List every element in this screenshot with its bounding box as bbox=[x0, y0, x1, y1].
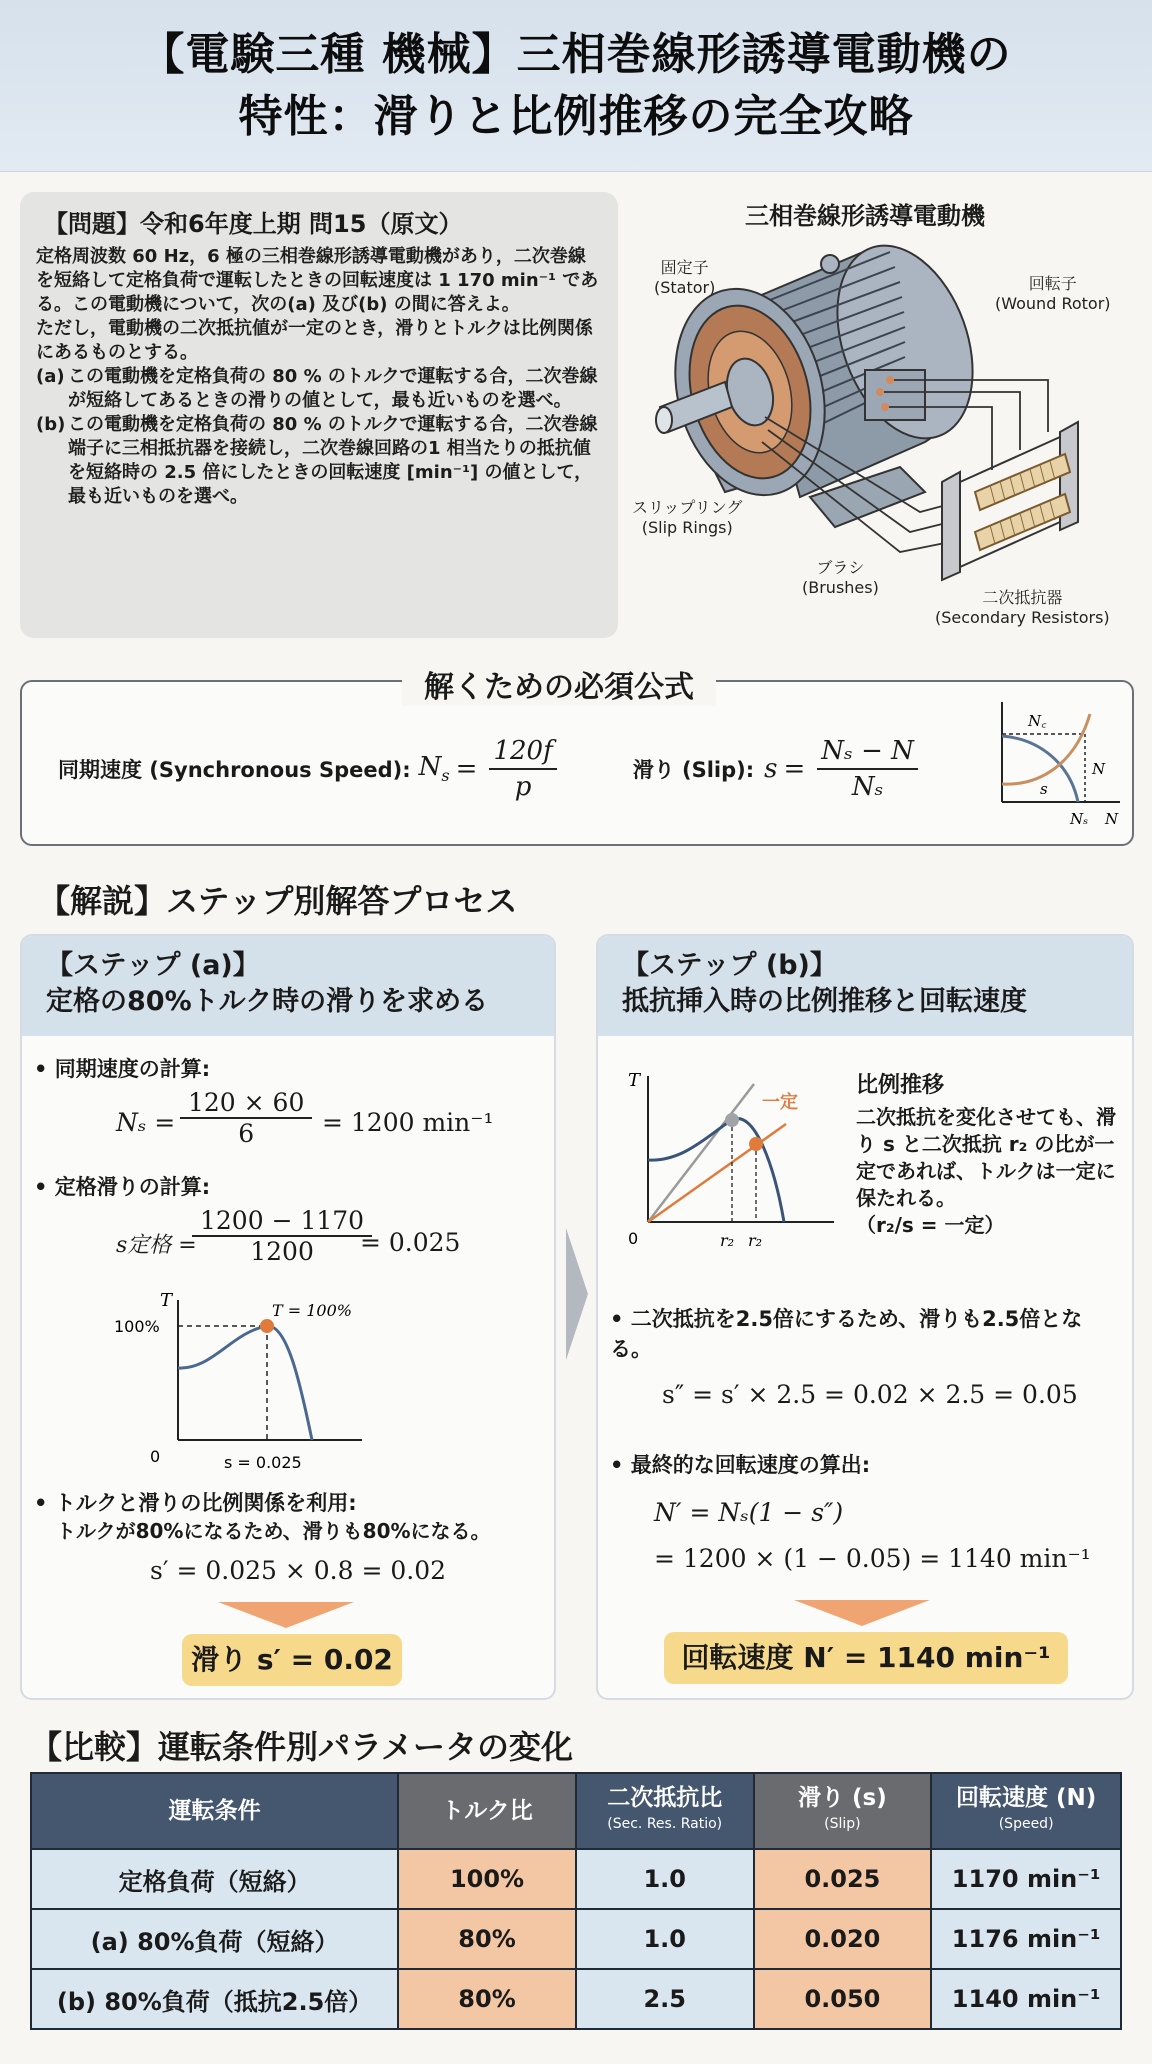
eq-sync-den: 6 bbox=[238, 1119, 255, 1148]
chevron-right-icon bbox=[566, 1228, 588, 1360]
sync-denominator: p bbox=[514, 772, 532, 802]
cell-speed: 1140 min⁻¹ bbox=[931, 1969, 1121, 2029]
svg-text:s: s bbox=[1040, 780, 1048, 798]
step-a-title: 定格の80%トルク時の滑りを求める bbox=[46, 986, 489, 1017]
proportional-shift-text bbox=[856, 1104, 1128, 1239]
step-a-bullet-rated-slip: • 定格滑りの計算: bbox=[34, 1175, 211, 1199]
problem-box bbox=[20, 192, 618, 638]
chart-b-x-label-2: r₂ bbox=[748, 1231, 763, 1250]
header-sublabel: (Speed) bbox=[998, 1816, 1054, 1832]
svg-text:N: N bbox=[1105, 810, 1119, 828]
cell-speed: 1170 min⁻¹ bbox=[931, 1849, 1121, 1909]
page-title bbox=[140, 24, 1011, 148]
resistors-label-jp: 二次抵抗器 bbox=[982, 588, 1063, 607]
stator-label-jp: 固定子 bbox=[660, 258, 709, 277]
arrow-down-icon bbox=[218, 1602, 354, 1628]
eq-sync-num: 120 × 60 bbox=[180, 1088, 312, 1119]
comparison-title: 【比較】運転条件別パラメータの変化 bbox=[30, 1728, 574, 1766]
step-b-title: 抵抗挿入時の比例推移と回転速度 bbox=[622, 986, 1027, 1017]
table-row bbox=[31, 1969, 1121, 2029]
step-b-bullet-resistance: • 二次抵抗を2.5倍にするため、滑りも2.5倍となる。 bbox=[610, 1307, 1083, 1361]
cell-condition: 定格負荷（短絡） bbox=[31, 1849, 398, 1909]
eq-slip-double-prime: s″ = s′ × 2.5 = 0.02 × 2.5 = 0.05 bbox=[662, 1380, 1078, 1409]
eq-rated-slip-lhs: s定格 = bbox=[116, 1233, 197, 1258]
chart-b-origin: 0 bbox=[628, 1229, 639, 1248]
eq-rated-slip-den: 1200 bbox=[250, 1237, 314, 1266]
svg-text:Nₛ: Nₛ bbox=[1070, 810, 1089, 828]
chart-a-point-label: T = 100% bbox=[272, 1301, 352, 1320]
slip-fraction bbox=[817, 736, 918, 802]
problem-note: ただし，電動機の二次抵抗値が一定のとき，滑りとトルクは比例関係にあるものとする。 bbox=[36, 318, 593, 363]
slip-denominator: Nₛ bbox=[851, 772, 884, 802]
problem-body: 定格周波数 60 Hz，6 極の三相巻線形誘導電動機があり，二次巻線を短絡して定格負荷で運転したときの回転速度は 1 170 min⁻¹ である。この電動機について，次の(a) 及び(b) の間に答えよ。 bbox=[36, 246, 599, 315]
step-b-bullet-final-speed: • 最終的な回転速度の算出: bbox=[610, 1453, 871, 1477]
item-text: この電動機を定格負荷の 80 % のトルクで運転する合，二次巻線が短絡してあるときの滑りの値として，最も近いものを選べ。 bbox=[68, 366, 598, 411]
header-sublabel: (Slip) bbox=[824, 1816, 861, 1832]
stator-label-en: (Stator) bbox=[654, 278, 716, 297]
eq-rated-slip-rhs: = 0.025 bbox=[360, 1228, 461, 1257]
chart-b-y-label: T bbox=[628, 1070, 641, 1091]
step-a-header bbox=[22, 936, 554, 1036]
cell-torque-ratio: 80% bbox=[398, 1969, 576, 2029]
page-header bbox=[0, 0, 1152, 172]
slip-numerator: Nₛ − N bbox=[817, 736, 918, 770]
proportional-shift-title: 比例推移 bbox=[856, 1073, 945, 1098]
speed-slip-mini-chart bbox=[980, 694, 1130, 834]
table-row bbox=[31, 1849, 1121, 1909]
sync-numerator: 120f bbox=[489, 736, 556, 770]
slip-rings-label-jp: スリップリング bbox=[632, 498, 743, 517]
stator-label bbox=[654, 258, 715, 298]
step-a-bullet-sync: • 同期速度の計算: bbox=[34, 1057, 211, 1081]
sync-lhs-sub: s bbox=[441, 766, 450, 786]
cell-resistance-ratio: 1.0 bbox=[576, 1909, 754, 1969]
sync-lhs-var: N bbox=[418, 752, 442, 783]
chart-b-x-label-1: r₂ bbox=[720, 1231, 735, 1250]
resistors-label-en: (Secondary Resistors) bbox=[935, 608, 1110, 627]
motor-figure bbox=[632, 192, 1150, 642]
cell-speed: 1176 min⁻¹ bbox=[931, 1909, 1121, 1969]
arrow-down-icon bbox=[794, 1600, 930, 1626]
cell-slip: 0.050 bbox=[754, 1969, 932, 2029]
eq-sync-lhs: Nₛ = bbox=[116, 1108, 176, 1137]
proportional-shift-chart bbox=[614, 1064, 854, 1254]
brushes-label-jp: ブラシ bbox=[816, 558, 865, 577]
proportional-shift-desc: 二次抵抗を変化させても、滑り s と二次抵抗 r₂ の比が一定であれば、トルクは一定に保たれる。 bbox=[856, 1105, 1116, 1210]
table-header-row bbox=[31, 1773, 1121, 1849]
eq-rated-slip-fraction bbox=[192, 1206, 372, 1266]
cell-slip: 0.025 bbox=[754, 1849, 932, 1909]
eq-new-slip: s′ = 0.025 × 0.8 = 0.02 bbox=[150, 1556, 447, 1585]
comparison-table bbox=[30, 1772, 1122, 2030]
header-label: トルク比 bbox=[441, 1798, 533, 1824]
mini-chart-nc-label: N꜀ bbox=[1028, 712, 1047, 730]
cell-torque-ratio: 80% bbox=[398, 1909, 576, 1969]
svg-text:N: N bbox=[1092, 760, 1106, 778]
motor-illustration bbox=[650, 192, 1150, 642]
eq-sync-fraction bbox=[180, 1088, 312, 1148]
chart-b-const-label: 一定 bbox=[762, 1092, 798, 1113]
header-label: 回転速度 (N) bbox=[955, 1785, 1097, 1811]
step-b-card bbox=[596, 934, 1134, 1700]
step-a-card bbox=[20, 934, 556, 1700]
step-a-result: 滑り s′ = 0.02 bbox=[182, 1634, 402, 1686]
formula-row bbox=[58, 736, 924, 802]
rotor-label-en: (Wound Rotor) bbox=[995, 294, 1111, 313]
table-row bbox=[31, 1909, 1121, 1969]
cell-resistance-ratio: 2.5 bbox=[576, 1969, 754, 2029]
header-torque-ratio bbox=[398, 1773, 576, 1849]
chart-a-origin: 0 bbox=[150, 1447, 161, 1466]
formula-box bbox=[20, 670, 1134, 846]
slip-label: 滑り (Slip): bbox=[632, 758, 755, 782]
chart-a-x-label: s = 0.025 bbox=[224, 1453, 302, 1472]
explanation-title: 【解説】ステップ別解答プロセス bbox=[38, 882, 518, 920]
step-b-label: 【ステップ (b)】 bbox=[622, 950, 837, 981]
sync-fraction bbox=[489, 736, 556, 802]
header-resistance-ratio bbox=[576, 1773, 754, 1849]
equals-sign: = bbox=[783, 754, 806, 784]
title-line-1: 【電験三種 機械】三相巻線形誘導電動機の bbox=[140, 28, 1012, 80]
cell-torque-ratio: 100% bbox=[398, 1849, 576, 1909]
eq-final-speed-1: N′ = Nₛ(1 − s″) bbox=[654, 1498, 844, 1527]
slip-rings-label-en: (Slip Rings) bbox=[641, 518, 733, 537]
eq-final-speed-2: = 1200 × (1 − 0.05) = 1140 min⁻¹ bbox=[654, 1544, 1091, 1573]
torque-slip-chart-a bbox=[112, 1292, 412, 1482]
brushes-label bbox=[802, 558, 879, 598]
eq-rated-slip-num: 1200 − 1170 bbox=[192, 1206, 372, 1237]
cell-slip: 0.020 bbox=[754, 1909, 932, 1969]
slip-rings-label bbox=[632, 498, 742, 538]
equals-sign: = bbox=[455, 754, 478, 784]
header-sublabel: (Sec. Res. Ratio) bbox=[607, 1816, 723, 1832]
header-label: 運転条件 bbox=[168, 1798, 261, 1824]
slip-lhs: s bbox=[764, 754, 778, 784]
item-text: この電動機を定格負荷の 80 % のトルクで運転する合，二次巻線端子に三相抵抗器を接続し，二次巻線回路の1 相当たりの抵抗値を短絡時の 2.5 倍にしたときの回転速度 [min⁻¹] の値として，最も近いものを選べ。 bbox=[68, 414, 598, 507]
formula-title: 解くための必須公式 bbox=[402, 662, 716, 706]
sync-speed-label: 同期速度 (Synchronous Speed): bbox=[58, 758, 411, 782]
step-a-label: 【ステップ (a)】 bbox=[46, 950, 260, 981]
item-label: (a) bbox=[36, 366, 65, 387]
item-label: (b) bbox=[36, 414, 66, 435]
cell-condition: (a) 80%負荷（短絡） bbox=[31, 1909, 398, 1969]
problem-title: 【問題】令和6年度上期 問15（原文） bbox=[44, 210, 463, 238]
resistors-label bbox=[935, 588, 1110, 628]
step-b-result: 回転速度 N′ = 1140 min⁻¹ bbox=[664, 1632, 1068, 1684]
header-label: 滑り (s) bbox=[798, 1785, 887, 1811]
chart-a-y-tick: 100% bbox=[114, 1317, 160, 1336]
rotor-label bbox=[995, 274, 1111, 314]
header-speed bbox=[931, 1773, 1121, 1849]
header-slip bbox=[754, 1773, 932, 1849]
cell-condition: (b) 80%負荷（抵抗2.5倍） bbox=[31, 1969, 398, 2029]
title-line-2: 特性：滑りと比例推移の完全攻略 bbox=[238, 90, 914, 142]
step-a-bullet-proportional-sub: トルクが80%になるため、滑りも80%になる。 bbox=[56, 1519, 491, 1543]
problem-item-b bbox=[36, 413, 602, 509]
chart-a-y-label: T bbox=[160, 1292, 173, 1311]
cell-resistance-ratio: 1.0 bbox=[576, 1849, 754, 1909]
sync-lhs bbox=[419, 752, 450, 785]
header-label: 二次抵抗比 bbox=[607, 1785, 723, 1811]
motor-title: 三相巻線形誘導電動機 bbox=[745, 202, 985, 230]
rotor-label-jp: 回転子 bbox=[1028, 274, 1077, 293]
step-b-header bbox=[598, 936, 1132, 1036]
proportional-shift-formula: （r₂/s = 一定） bbox=[856, 1213, 1005, 1237]
eq-sync-rhs: = 1200 min⁻¹ bbox=[322, 1108, 494, 1137]
header-condition bbox=[31, 1773, 398, 1849]
step-a-bullet-proportional: • トルクと滑りの比例関係を利用: bbox=[34, 1491, 357, 1515]
brushes-label-en: (Brushes) bbox=[802, 578, 879, 597]
problem-item-a bbox=[36, 365, 602, 413]
